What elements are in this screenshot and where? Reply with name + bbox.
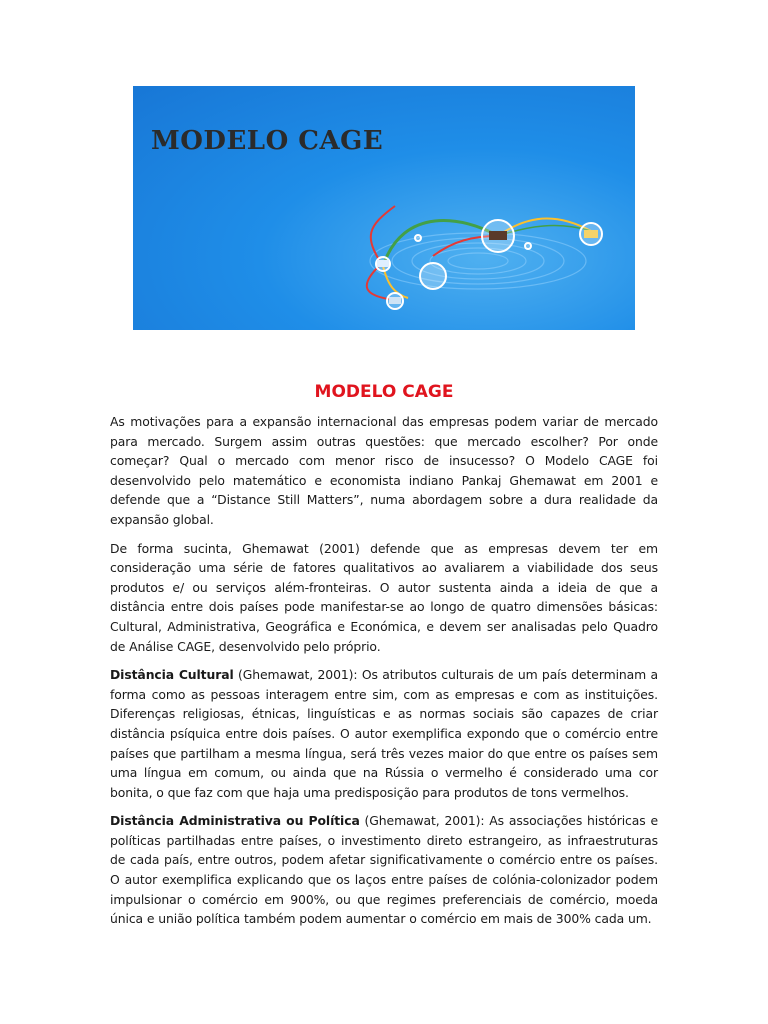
- paragraph-text: De forma sucinta, Ghemawat (2001) defende que as empresas devem ter em consideração uma série de fatores qualitativos ao avaliarem a viabilidade dos seus produtos e/ ou serviços além-fronteiras. O autor sustenta ainda a ideia de que a distância entre dois países pode manifestar-se ao longo de quatro dimensões básicas: Cultural, Administrativa, Geográfica e Económica, e devem ser analisadas pelo Quadro de Análise CAGE, desenvolvido pelo próprio.: [110, 540, 658, 654]
- page-title: MODELO CAGE: [314, 382, 454, 402]
- paragraph-lead: Distância Cultural: [110, 667, 234, 683]
- banner-title: MODELO CAGE: [151, 126, 384, 156]
- paragraph-lead: Distância Administrativa ou Política: [110, 813, 360, 829]
- paragraph-text: (Ghemawat, 2001): As associações históricas e políticas partilhadas entre países, o investimento direto estrangeiro, as infraestruturas de cada país, entre outros, podem afetar significativamente o comércio entre os países. O autor exemplifica explicando que os laços entre países de colónia-colonizador podem impulsionar o comércio em 900%, ou que regimes preferenciais de comércio, moeda única e união política também podem aumentar o comércio em mais de 300% cada um.: [110, 813, 658, 927]
- document-body: [110, 380, 658, 938]
- paragraph-text: (Ghemawat, 2001): Os atributos culturais de um país determinam a forma como as pessoas interagem entre sim, com as empresas e com as instituições. Diferenças religiosas, étnicas, linguísticas e as normas sociais são capazes de criar distância psíquica entre dois países. O autor exemplifica expondo que o comércio entre países que partilham a mesma língua, será três vezes maior do que entre os países sem uma língua em comum, ou ainda que na Rússia o vermelho é considerado uma cor bonita, o que faz com que haja uma predisposição para produtos de tons vermelhos.: [110, 667, 659, 800]
- network-graphic: [133, 86, 635, 330]
- paragraph-intro: [110, 412, 658, 530]
- paragraph-administrative-distance: [110, 811, 658, 929]
- paragraph-summary: [110, 539, 658, 657]
- paragraph-text: As motivações para a expansão internacional das empresas podem variar de mercado para mercado. Surgem assim outras questões: que mercado escolher? Por onde começar? Qual o mercado com menor risco de insucesso? O Modelo CAGE foi desenvolvido pelo matemático e economista indiano Pankaj Ghemawat em 2001 e defende que a “Distance Still Matters”, numa abordagem sobre a dura realidade da expansão global.: [110, 414, 658, 527]
- banner-image: [133, 86, 635, 330]
- paragraph-cultural-distance: [110, 665, 658, 802]
